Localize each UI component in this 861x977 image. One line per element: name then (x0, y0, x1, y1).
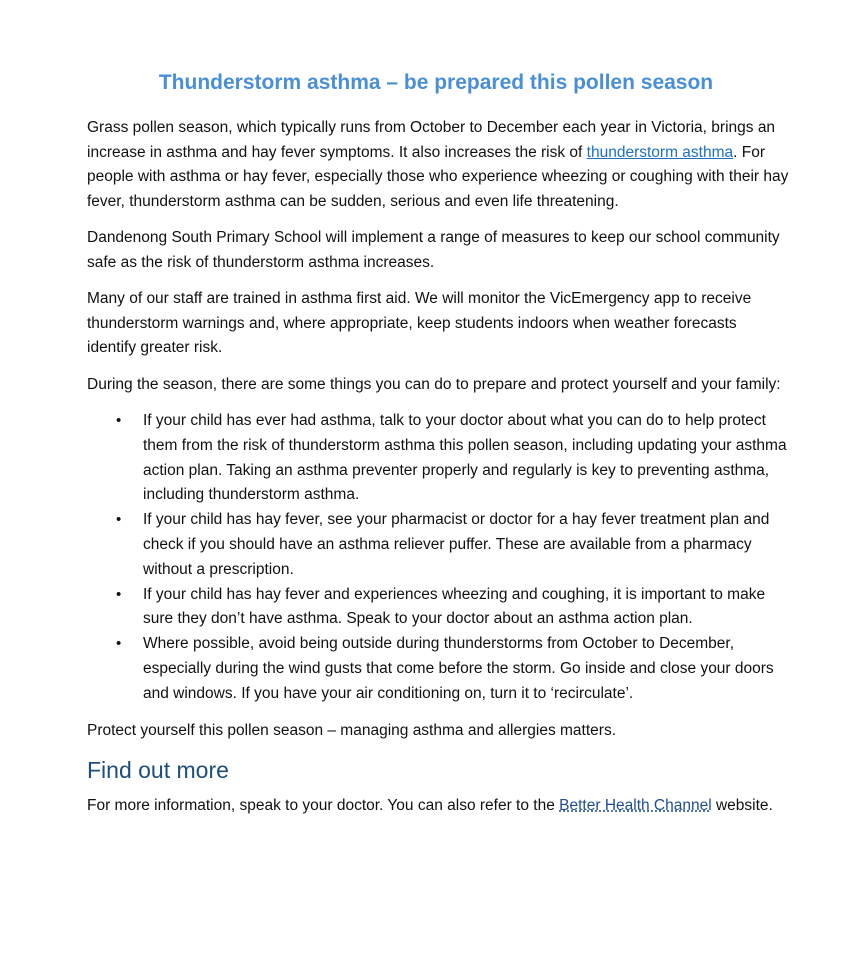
list-item-text: If your child has hay fever, see your pharmacist or doctor for a hay fever treatment plan and check if you should have an asthma reliever puffer. These are available from a pharmacy without a prescription. (143, 511, 770, 578)
staff-training-paragraph: Many of our staff are trained in asthma first aid. We will monitor the VicEmergency app to receive thunderstorm warnings and, where appropriate, keep students indoors when weather forecasts identify greater risk. (87, 290, 752, 356)
intro-text-end: . For people with asthma or hay fever, especially those who experience wheezing or coughing with their hay fever, thunderstorm asthma can be sudden, serious and even life threatening. (87, 143, 789, 210)
closing-paragraph: Protect yourself this pollen season – managing asthma and allergies matters. (87, 721, 617, 739)
list-item (116, 583, 789, 633)
list-item (116, 508, 789, 582)
school-measures-paragraph: Dandenong South Primary School will implement a range of measures to keep our school community safe as the risk of thunderstorm asthma increases. (87, 229, 780, 271)
bullet-icon: • (116, 635, 122, 653)
intro-text-start: Grass pollen season, which typically runs from October to December each year in Victoria, brings an increase in asthma and hay fever symptoms. It also increases the risk of (87, 119, 776, 161)
thunderstorm-asthma-link[interactable]: thunderstorm asthma (586, 143, 734, 161)
more-info-paragraph (87, 795, 789, 816)
list-item-text: If your child has hay fever and experiences wheezing and coughing, it is important to make sure they don’t have asthma. Speak to your doctor about an asthma action plan. (143, 585, 766, 628)
advice-list (87, 409, 789, 707)
more-info-text-start: For more information, speak to your doctor. You can also refer to the (87, 797, 560, 815)
more-info-text-end: website. (711, 797, 773, 815)
bullet-icon: • (116, 412, 122, 429)
intro-paragraph (87, 116, 789, 214)
season-advice-paragraph: During the season, there are some things you can do to prepare and protect yourself and your family: (87, 375, 781, 393)
list-item-text: If your child has ever had asthma, talk to your doctor about what you can do to help protect them from the risk of thunderstorm asthma this pollen season, including updating your asthma action plan. Taking an asthma preventer properly and regularly is key to preventing asthma, including thunderstorm asthma. (143, 412, 787, 504)
bullet-icon: • (116, 511, 122, 529)
list-item (116, 409, 789, 508)
better-health-channel-link[interactable]: Better Health Channel (559, 797, 712, 815)
find-out-more-heading: Find out more (87, 757, 229, 784)
bullet-icon: • (116, 585, 122, 603)
list-item-text: Where possible, avoid being outside during thunderstorms from October to December, especially during the wind gusts that come before the storm. Go inside and close your doors and windows. If you have your air conditioning on, turn it to ‘recirculate’. (143, 635, 774, 702)
page-title: Thunderstorm asthma – be prepared this pollen season (158, 71, 714, 94)
list-item (116, 632, 789, 706)
